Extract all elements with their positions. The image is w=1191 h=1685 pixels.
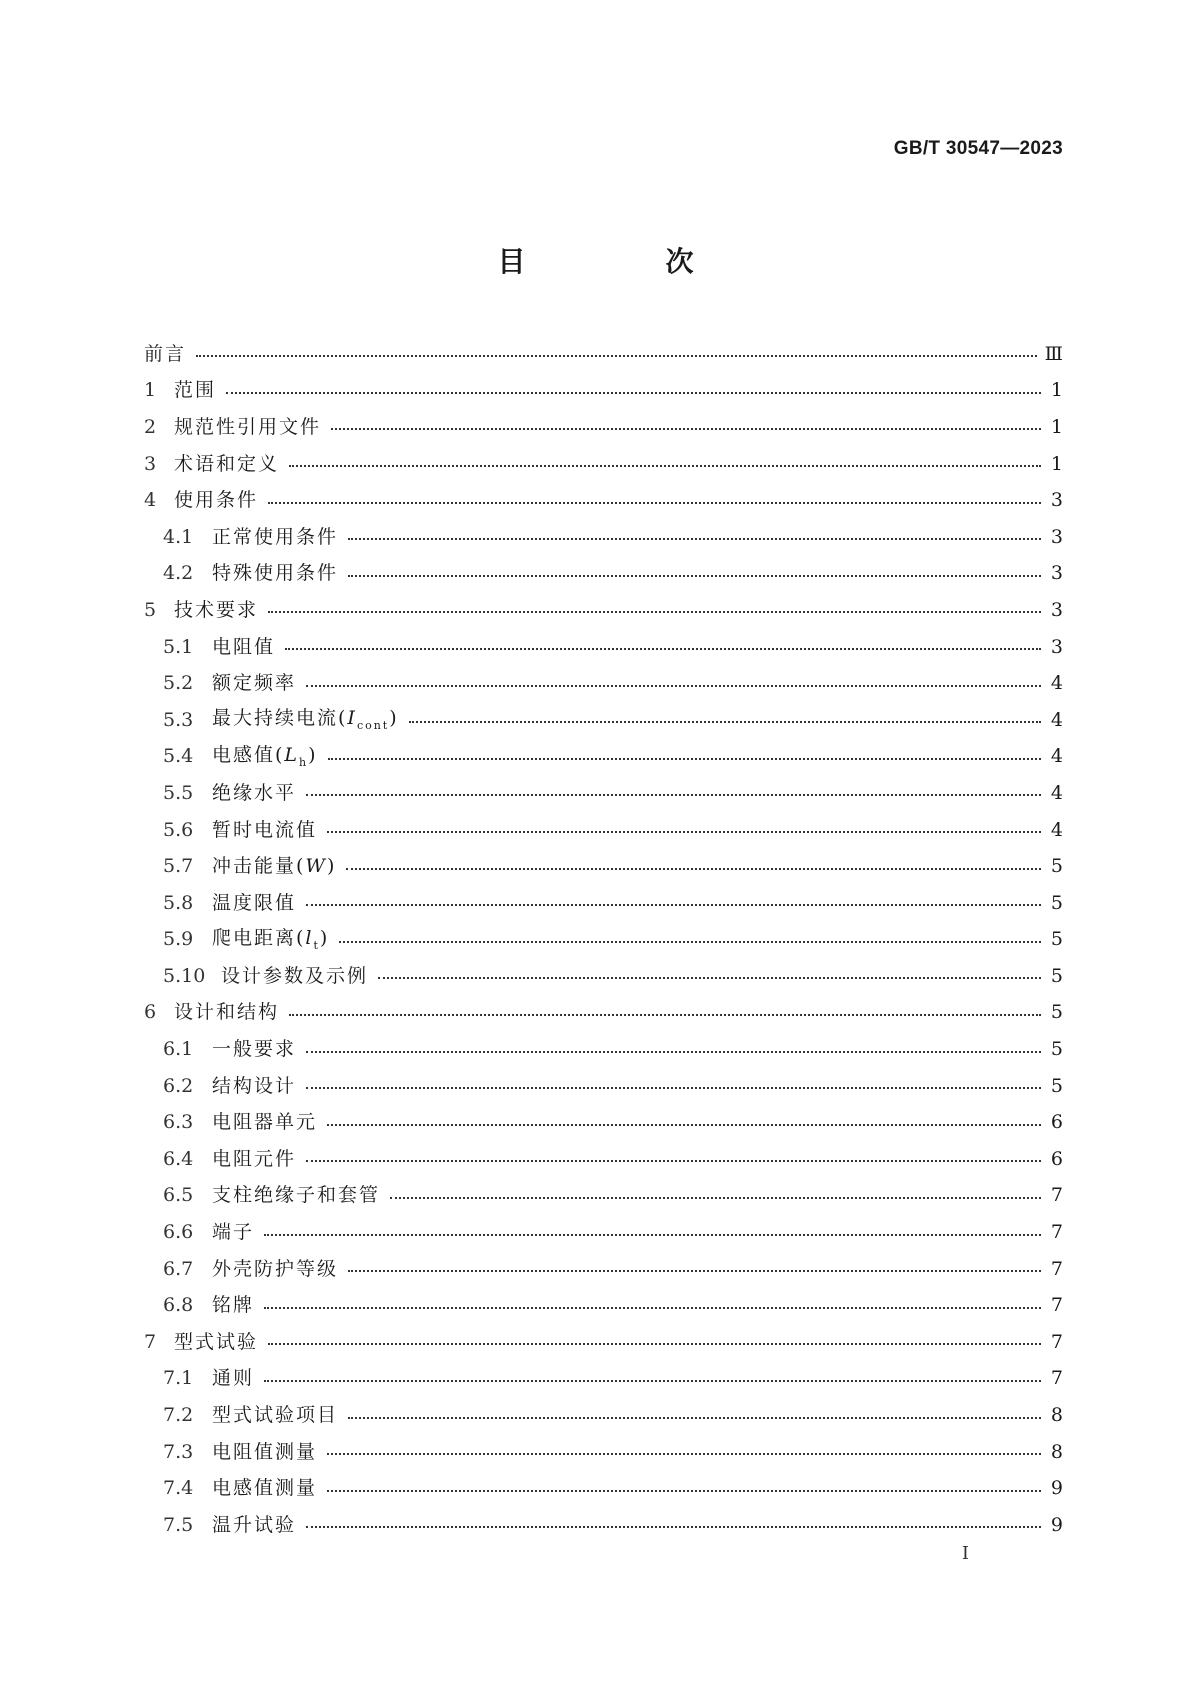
- toc-entry-page: 7: [1050, 1367, 1063, 1390]
- toc-entry-number: 6.1: [163, 1038, 194, 1061]
- toc-entry[interactable]: [144, 519, 1063, 556]
- toc-entry-label: 电感值测量: [212, 1477, 318, 1500]
- toc-entry-number: 7.5: [163, 1513, 194, 1536]
- dot-leader: [327, 1453, 1041, 1455]
- toc-entry-number: 5.1: [163, 635, 194, 658]
- toc-entry-page: 7: [1050, 1257, 1063, 1280]
- toc-entry-page: 3: [1050, 635, 1063, 658]
- dot-leader: [226, 392, 1041, 394]
- toc-entry[interactable]: [144, 702, 1063, 739]
- dot-leader: [306, 1160, 1041, 1162]
- toc-entry[interactable]: [144, 1141, 1063, 1178]
- dot-leader: [306, 1087, 1041, 1089]
- toc-entry-number: 5.3: [163, 708, 194, 731]
- toc-entry-label: 电阻器单元: [212, 1111, 318, 1134]
- toc-entry-number: 6.6: [163, 1221, 194, 1244]
- toc-entry-number: 4: [144, 489, 157, 512]
- toc-entry[interactable]: [144, 1434, 1063, 1471]
- toc-entry-number: 5.4: [163, 745, 194, 768]
- toc-entry-page: 5: [1050, 891, 1063, 914]
- toc-entry-number: 7.3: [163, 1440, 194, 1463]
- toc-entry-label: 额定频率: [212, 672, 297, 695]
- toc-entry-label: 绝缘水平: [212, 781, 297, 804]
- dot-leader: [306, 1526, 1041, 1528]
- toc-entry[interactable]: [144, 1031, 1063, 1068]
- toc-entry-label: 温度限值: [212, 891, 297, 914]
- toc-entry-page: 8: [1050, 1440, 1063, 1463]
- dot-leader: [264, 1380, 1041, 1382]
- toc-entry[interactable]: [144, 848, 1063, 885]
- toc-entry-label: 电阻值: [212, 635, 276, 658]
- toc-entry-page: 5: [1050, 1074, 1063, 1097]
- dot-leader: [264, 1234, 1041, 1236]
- toc-entry-number: 6.5: [163, 1184, 194, 1207]
- document-code: GB/T 30547—2023: [893, 138, 1063, 159]
- toc-entry[interactable]: [144, 775, 1063, 812]
- toc-entry-page: 5: [1050, 1038, 1063, 1061]
- toc-entry-label: 范围: [174, 379, 217, 402]
- toc-entry-page: 7: [1050, 1221, 1063, 1244]
- toc-entry-page: 4: [1050, 708, 1063, 731]
- table-of-contents: [144, 336, 1063, 1544]
- toc-entry[interactable]: [144, 446, 1063, 483]
- toc-entry-page: 6: [1050, 1147, 1063, 1170]
- dot-leader: [268, 1343, 1041, 1345]
- toc-entry-number: 6.4: [163, 1147, 194, 1170]
- toc-entry-page: 7: [1050, 1294, 1063, 1317]
- dot-leader: [327, 1124, 1041, 1126]
- page-title: 目 次: [497, 245, 750, 278]
- toc-entry-label: 型式试验: [174, 1330, 259, 1353]
- toc-entry-page: Ⅲ: [1044, 342, 1063, 365]
- toc-entry[interactable]: [144, 995, 1063, 1032]
- toc-entry[interactable]: [144, 1178, 1063, 1215]
- toc-entry-number: 6.8: [163, 1294, 194, 1317]
- dot-leader: [378, 977, 1041, 979]
- dot-leader: [346, 868, 1041, 870]
- dot-leader: [390, 1197, 1041, 1199]
- dot-leader: [348, 575, 1041, 577]
- toc-entry-label: 端子: [212, 1221, 255, 1244]
- toc-entry-number: 1: [144, 379, 157, 402]
- toc-entry-page: 5: [1050, 928, 1063, 951]
- toc-entry-label: 电阻值测量: [212, 1440, 318, 1463]
- toc-entry-page: 6: [1050, 1111, 1063, 1134]
- toc-entry-page: 4: [1050, 672, 1063, 695]
- toc-entry-page: 1: [1050, 379, 1063, 402]
- toc-entry[interactable]: [144, 1324, 1063, 1361]
- toc-entry-page: 4: [1050, 781, 1063, 804]
- toc-entry-number: 6.7: [163, 1257, 194, 1280]
- toc-entry[interactable]: [144, 1068, 1063, 1105]
- toc-entry-label: 设计和结构: [174, 1001, 280, 1024]
- toc-entry-label: 设计参数及示例: [221, 964, 369, 987]
- toc-entry-label: 特殊使用条件: [212, 562, 339, 585]
- toc-entry-number: 7.2: [163, 1404, 194, 1427]
- toc-entry[interactable]: [144, 1470, 1063, 1507]
- toc-entry[interactable]: [144, 922, 1063, 959]
- toc-entry-number: 7: [144, 1330, 157, 1353]
- toc-entry[interactable]: [144, 1397, 1063, 1434]
- toc-entry[interactable]: [144, 373, 1063, 410]
- toc-entry-label: 正常使用条件: [212, 525, 339, 548]
- toc-entry-label: 最大持续电流$(I_{cont})$: [212, 707, 399, 733]
- toc-entry[interactable]: [144, 665, 1063, 702]
- toc-entry[interactable]: [144, 629, 1063, 666]
- toc-entry[interactable]: [144, 1287, 1063, 1324]
- toc-entry-page: 3: [1050, 489, 1063, 512]
- toc-entry-page: 3: [1050, 525, 1063, 548]
- toc-entry-number: 6: [144, 1001, 157, 1024]
- toc-entry[interactable]: [144, 1251, 1063, 1288]
- toc-entry[interactable]: [144, 336, 1063, 373]
- toc-entry[interactable]: [144, 1104, 1063, 1141]
- toc-entry-number: 5.5: [163, 781, 194, 804]
- toc-entry-label: 术语和定义: [174, 452, 280, 475]
- dot-leader: [331, 428, 1041, 430]
- toc-entry-label: 电阻元件: [212, 1147, 297, 1170]
- toc-entry-number: 5.10: [163, 964, 206, 987]
- dot-leader: [264, 1307, 1041, 1309]
- toc-entry[interactable]: [144, 739, 1063, 776]
- toc-entry-number: 5.2: [163, 672, 194, 695]
- toc-entry-number: 5.8: [163, 891, 194, 914]
- dot-leader: [285, 648, 1041, 650]
- toc-entry-number: 4.1: [163, 525, 194, 548]
- toc-entry-label: 技术要求: [174, 598, 259, 621]
- toc-entry-label: 铭牌: [212, 1294, 255, 1317]
- toc-entry-page: 7: [1050, 1184, 1063, 1207]
- toc-entry[interactable]: [144, 1507, 1063, 1544]
- toc-entry-page: 1: [1050, 452, 1063, 475]
- toc-entry-number: 3: [144, 452, 157, 475]
- dot-leader: [306, 904, 1041, 906]
- toc-entry-label: 结构设计: [212, 1074, 297, 1097]
- dot-leader: [327, 1490, 1041, 1492]
- toc-entry-label: 电感值$(L_h)$: [212, 743, 318, 769]
- toc-entry-page: 3: [1050, 598, 1063, 621]
- toc-entry[interactable]: [144, 592, 1063, 629]
- toc-entry-page: 8: [1050, 1404, 1063, 1427]
- toc-entry-page: 4: [1050, 818, 1063, 841]
- dot-leader: [306, 1051, 1041, 1053]
- toc-entry-label: 使用条件: [174, 489, 259, 512]
- toc-entry-page: 1: [1050, 415, 1063, 438]
- toc-entry-label: 外壳防护等级: [212, 1257, 339, 1280]
- dot-leader: [268, 611, 1041, 613]
- dot-leader: [348, 1417, 1041, 1419]
- toc-entry[interactable]: [144, 1361, 1063, 1398]
- dot-leader: [328, 758, 1041, 760]
- footer-page-number: Ⅰ: [961, 1543, 969, 1564]
- dot-leader: [289, 1014, 1041, 1016]
- toc-entry-number: 2: [144, 415, 157, 438]
- toc-entry-page: 3: [1050, 562, 1063, 585]
- toc-entry-number: 5.7: [163, 855, 194, 878]
- toc-entry-label: 一般要求: [212, 1038, 297, 1061]
- toc-entry-page: 5: [1050, 855, 1063, 878]
- toc-entry-number: 7.1: [163, 1367, 194, 1390]
- toc-entry-label: 通则: [212, 1367, 255, 1390]
- toc-entry-label: 爬电距离$(l_t)$: [212, 926, 330, 952]
- toc-entry[interactable]: [144, 1214, 1063, 1251]
- toc-entry-label: 前言: [144, 342, 187, 365]
- toc-entry-label: 型式试验项目: [212, 1404, 339, 1427]
- toc-entry-label: 温升试验: [212, 1513, 297, 1536]
- toc-entry-label: 冲击能量(W): [212, 855, 337, 878]
- toc-entry-label: 支柱绝缘子和套管: [212, 1184, 381, 1207]
- toc-entry[interactable]: [144, 885, 1063, 922]
- toc-entry-number: 4.2: [163, 562, 194, 585]
- toc-entry-label: 规范性引用文件: [174, 415, 322, 438]
- toc-entry-page: 5: [1050, 1001, 1063, 1024]
- dot-leader: [327, 831, 1041, 833]
- toc-entry-number: 5.6: [163, 818, 194, 841]
- dot-leader: [306, 685, 1041, 687]
- dot-leader: [268, 502, 1041, 504]
- toc-entry-number: 6.3: [163, 1111, 194, 1134]
- toc-entry-page: 7: [1050, 1330, 1063, 1353]
- toc-entry[interactable]: [144, 556, 1063, 593]
- toc-entry-page: 5: [1050, 964, 1063, 987]
- toc-entry-page: 4: [1050, 745, 1063, 768]
- toc-entry-number: 5.9: [163, 928, 194, 951]
- toc-entry-page: 9: [1050, 1477, 1063, 1500]
- toc-entry[interactable]: [144, 812, 1063, 849]
- toc-entry[interactable]: [144, 958, 1063, 995]
- toc-entry-number: 6.2: [163, 1074, 194, 1097]
- dot-leader: [348, 538, 1041, 540]
- toc-entry-number: 5: [144, 598, 157, 621]
- dot-leader: [306, 794, 1041, 796]
- dot-leader: [339, 941, 1041, 943]
- toc-entry[interactable]: [144, 409, 1063, 446]
- dot-leader: [348, 1270, 1041, 1272]
- toc-entry-label: 暂时电流值: [212, 818, 318, 841]
- toc-entry[interactable]: [144, 482, 1063, 519]
- dot-leader: [196, 355, 1037, 357]
- dot-leader: [289, 465, 1041, 467]
- dot-leader: [409, 721, 1041, 723]
- toc-entry-page: 9: [1050, 1513, 1063, 1536]
- toc-entry-number: 7.4: [163, 1477, 194, 1500]
